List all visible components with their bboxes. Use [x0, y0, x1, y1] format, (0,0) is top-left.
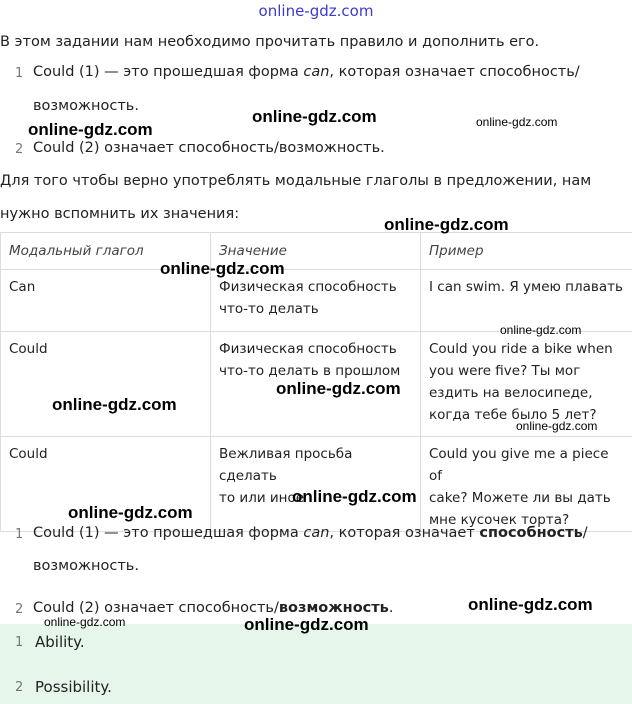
rule-text-part: . [388, 600, 394, 616]
rule-text-part: Could (1) — это прошедшая форма [33, 525, 304, 541]
answer-number: 2 [15, 680, 24, 695]
rule-text-part: Could (1) — это прошедшая форма [33, 64, 304, 80]
table-cell-meaning [211, 437, 421, 532]
answer-block [0, 624, 632, 704]
watermark: online-gdz.com [276, 379, 401, 398]
header-watermark: online-gdz.com [258, 2, 374, 20]
rule-item-2 [0, 138, 632, 162]
column-header: Пример [421, 233, 632, 270]
watermark: online-gdz.com [52, 395, 177, 414]
table-cell-verb: Can [1, 270, 211, 332]
table-cell-example [421, 437, 632, 532]
cell-line: Could you give me a piece of [429, 446, 609, 484]
cell-line: I can swim. Я умею плавать [429, 279, 623, 295]
explain-line-1: Для того чтобы верно употреблять модальные глаголы в предложении, нам [0, 173, 592, 189]
watermark: online-gdz.com [500, 323, 582, 337]
column-header: Значение [211, 233, 421, 270]
cell-line: you were five? Ты мог [429, 363, 581, 379]
cell-line: Физическая способность [219, 279, 397, 295]
cell-line: Физическая способность [219, 341, 397, 357]
rule-item-number: 1 [15, 527, 24, 542]
answer-text: Ability. [35, 633, 85, 651]
watermark: online-gdz.com [44, 615, 126, 629]
watermark: online-gdz.com [384, 215, 509, 234]
column-header: Модальный глагол [1, 233, 211, 270]
watermark: online-gdz.com [516, 419, 598, 433]
rule-text-italic: can [303, 525, 330, 541]
cell-line: когда тебе было 5 лет? [429, 407, 597, 423]
watermark: online-gdz.com [476, 115, 558, 129]
cell-line: что-то делать [219, 301, 319, 317]
rule-item-number: 2 [15, 602, 24, 617]
filled-rule-item-1 [0, 522, 632, 582]
cell-line: Вежливая просьба сделать [219, 446, 353, 484]
answer-text: Possibility. [35, 678, 112, 696]
table-header-row [1, 233, 632, 270]
rule-item-number: 2 [15, 142, 24, 157]
answer-number: 1 [15, 635, 24, 650]
rule-text-line2: возможность. [33, 558, 139, 574]
rule-item-number: 1 [15, 66, 24, 81]
rule-text-answer: способность [479, 525, 583, 541]
rule-text-part: Could (2) означает способность/ [33, 600, 279, 616]
watermark: online-gdz.com [468, 595, 593, 614]
cell-line: ездить на велосипеде, [429, 385, 593, 401]
table-cell-verb: Could [1, 332, 211, 437]
watermark: online-gdz.com [68, 503, 193, 522]
rule-text-line2: возможность. [33, 98, 139, 114]
watermark: online-gdz.com [252, 107, 377, 126]
rule-text-italic: can [303, 64, 330, 80]
intro-text: В этом задании нам необходимо прочитать правило и дополнить его. [0, 34, 540, 50]
cell-line: то или иное [219, 490, 305, 506]
cell-line: что-то делать в прошлом [219, 363, 401, 379]
cell-line: Could you ride a bike when [429, 341, 613, 357]
table-cell-verb: Could [1, 437, 211, 532]
cell-line: cake? Можете ли вы дать [429, 490, 611, 506]
rule-text-answer: возможность [278, 600, 389, 616]
watermark: online-gdz.com [160, 259, 285, 278]
watermark: online-gdz.com [28, 120, 153, 139]
explain-line-2: нужно вспомнить их значения: [0, 206, 240, 222]
rule-text: Could (2) означает способность/возможность. [33, 140, 385, 156]
cell-line: мне кусочек торта? [429, 512, 570, 528]
watermark: online-gdz.com [244, 615, 369, 634]
rule-text-part: , которая означает [329, 525, 480, 541]
rule-text-part: , которая означает способность/ [329, 64, 580, 80]
watermark: online-gdz.com [292, 487, 417, 506]
rule-text-part: / [582, 525, 588, 541]
